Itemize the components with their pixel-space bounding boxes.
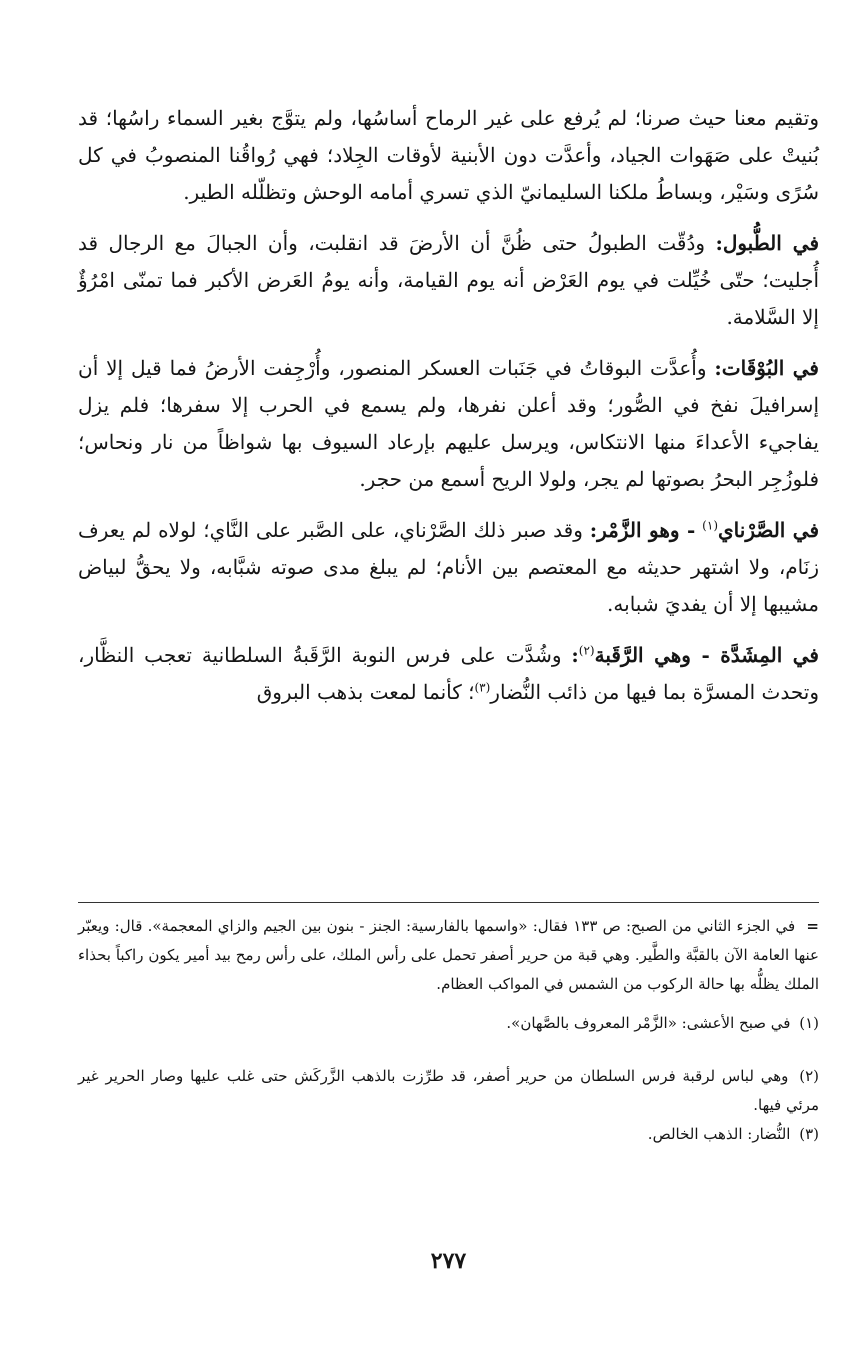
footnote-text: في صبح الأعشى: «الزَّمْر المعروف بالصَّهان».: [506, 1014, 791, 1032]
footnote-ref[interactable]: (١): [702, 518, 718, 533]
paragraph-trumpets: [78, 350, 819, 498]
paragraph-mishadda: [78, 637, 819, 711]
footnote-3: [78, 1120, 819, 1149]
footnote-ref[interactable]: (٢): [578, 643, 595, 658]
main-text: [78, 100, 819, 711]
footnote-text: وهي لباس لرقبة فرس السلطان من حرير أصفر، قد طرِّزت بالذهب الزَّركَش حتى غلب عليها وصار الحرير غير مرئي فيها.: [78, 1067, 819, 1114]
page-number: ٢٧٧: [430, 1248, 467, 1274]
paragraph-drums: [78, 225, 819, 336]
paragraph-subheading: :: [571, 643, 579, 667]
footnote-ref[interactable]: (٣): [474, 680, 491, 695]
paragraph-subheading: - وهو الزَّمْر:: [589, 518, 696, 542]
footnote-continued: [78, 912, 819, 999]
paragraph-surnay: [78, 512, 819, 623]
paragraph-text: وأُعدَّت البوقاتُ في جَنَبات العسكر المنصور، وأُرْجِفت الأرضُ فما قيل إلا أن إسرافيلَ نفخ في الصُّور؛ وقد أعلن نفرها، ولم يسمع في الحرب إلا سفرها؛ فلم يزل يفاجيء الأعداءَ منها الانتكاس، ويرسل عليهم بإرعاد السيوف بها شواظاً من نار ونحاس؛ فلوزُجِر البحرُ بصوتها لم يجر، ولولا الريح أسمع من حجر.: [78, 356, 819, 491]
footnotes: [78, 912, 819, 1149]
footnote-number: (١): [799, 1014, 819, 1032]
paragraph-heading: في الطُّبول:: [715, 231, 820, 255]
footnote-continuation-mark: =: [806, 917, 819, 935]
paragraph-tent: [78, 100, 819, 211]
paragraph-text: وشُدَّت على فرس النوبة الرَّقَبةُ السلطانية تعجب النظَّار، وتحدث المسرَّة بما فيها من ذائب النُّضار: [78, 643, 819, 704]
paragraph-text: وقد صبر ذلك الصَّرْناي، على الصَّبر على النَّاي؛ لولاه لم يعرف زنَام، ولا اشتهر حديثه مع المعتصم بين الأنام؛ لم يبلغ مدى صوته شبَّابه، ولا يحقُّ لبياض مشيبها إلا أن يفديَ شبابه.: [78, 518, 819, 616]
footnote-1: [78, 1009, 819, 1038]
paragraph-heading: في المِشَدَّة - وهي الرَّقَبة: [594, 643, 819, 667]
footnote-number: (٢): [799, 1067, 819, 1085]
footnote-text: النُّضار: الذهب الخالص.: [647, 1125, 791, 1143]
footnote-number: (٣): [799, 1125, 819, 1143]
book-page: [78, 100, 820, 1274]
footnote-2: [78, 1062, 819, 1120]
footnote-text: في الجزء الثاني من الصبح: ص ١٣٣ فقال: «واسمها بالفارسية: الجنز - بنون بين الجيم والزاي المعجمة». قال: ويعبّر عنها العامة الآن بالقبَّة والطَّير. وهي قبة من حرير أصفر تحمل على رأس الملك، على رأس رمح بيد أمير يكون راكباً بحذاء الملك يظلُّه بها حالة الركوب من الشمس في المواكب العظام.: [78, 917, 819, 993]
footnote-divider: [78, 902, 819, 903]
paragraph-heading: في الصَّرْناي: [718, 518, 820, 542]
paragraph-text-tail: ؛ كأنما لمعت بذهب البروق: [256, 680, 475, 704]
paragraph-heading: في البُوْقَات:: [714, 356, 819, 380]
paragraph-text: ودُقّت الطبولُ حتى ظُنَّ أن الأرضَ قد انقلبت، وأن الجبالَ مع الرجال قد أُجليت؛ حتّى خُيِّلت في يوم العَرْض أنه يوم القيامة، وأنه يومُ العَرض الأكبر فما تمنّى امْرُؤٌ إلا السَّلامة.: [78, 231, 819, 329]
paragraph-text: وتقيم معنا حيث صرنا؛ لم يُرفع على غير الرماح أساسُها، ولم يتوَّج بغير السماء راسُها؛ قد بُنيتْ على صَهَوات الجياد، وأعدَّت دون الأبنية لأوقات الجِلاد؛ فهي رُواقُنا المنصوبُ في كل سُرًى وسَيْر، وبساطُ ملكنا السليمانيّ الذي تسري أمامه الوحش وتظلّله الطير.: [78, 106, 819, 204]
